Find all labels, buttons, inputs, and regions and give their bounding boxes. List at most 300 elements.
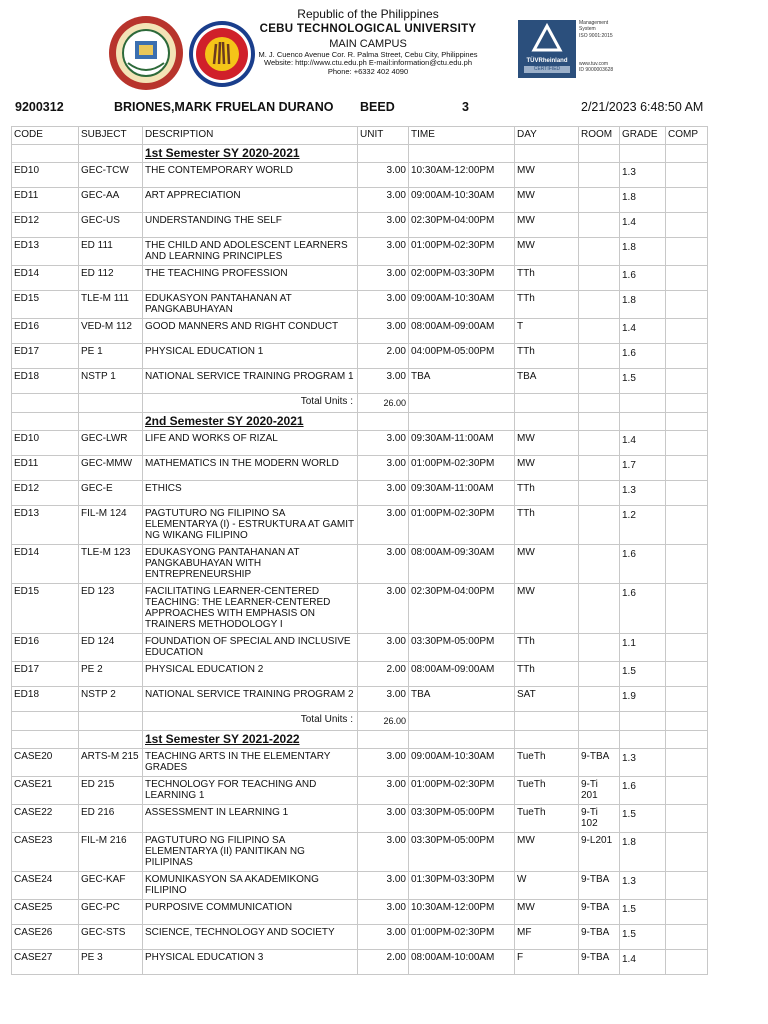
description-cell: THE TEACHING PROFESSION (143, 266, 358, 291)
code-cell: CASE23 (12, 833, 79, 872)
table-row (12, 950, 708, 975)
website-line: Website: http://www.ctu.edu.ph E-mail:information@ctu.edu.ph (264, 58, 472, 68)
table-row (12, 213, 708, 238)
unit-cell: 3.00 (358, 506, 409, 545)
total-units-value: 26.00 (358, 394, 409, 413)
grade-cell: 1.1 (620, 634, 666, 662)
room-cell: 9-L201 (579, 833, 620, 872)
empty-cell (620, 145, 666, 163)
table-row (12, 777, 708, 805)
comp-cell (666, 291, 708, 319)
code-cell: CASE24 (12, 872, 79, 900)
room-cell (579, 545, 620, 584)
grade-cell: 1.5 (620, 662, 666, 687)
subject-cell: GEC-PC (79, 900, 143, 925)
subject-cell: GEC-LWR (79, 431, 143, 456)
semester-header-row (12, 145, 708, 163)
empty-cell (409, 413, 515, 431)
column-header: DAY (515, 127, 579, 145)
grade-cell: 1.7 (620, 456, 666, 481)
empty-cell (620, 413, 666, 431)
empty-cell (409, 394, 515, 413)
comp-cell (666, 950, 708, 975)
unit-cell: 3.00 (358, 481, 409, 506)
subject-cell: NSTP 1 (79, 369, 143, 394)
room-cell: 9-TBA (579, 872, 620, 900)
document-header (0, 0, 768, 95)
total-units-value: 26.00 (358, 712, 409, 731)
empty-cell (12, 712, 79, 731)
student-course: BEED (360, 100, 395, 114)
cert-line: www.tuv.com (579, 60, 609, 67)
table-row (12, 319, 708, 344)
institution-block (240, 8, 496, 77)
empty-cell (666, 712, 708, 731)
total-units-label: Total Units : (143, 712, 358, 731)
room-cell (579, 584, 620, 634)
table-row (12, 431, 708, 456)
cert-info (579, 20, 628, 73)
room-cell: 9-TBA (579, 900, 620, 925)
university-seal-icon (108, 15, 184, 91)
unit-cell: 3.00 (358, 872, 409, 900)
unit-cell: 3.00 (358, 188, 409, 213)
empty-cell (79, 413, 143, 431)
code-cell: ED15 (12, 291, 79, 319)
unit-cell: 3.00 (358, 777, 409, 805)
unit-cell: 3.00 (358, 545, 409, 584)
unit-cell: 2.00 (358, 344, 409, 369)
time-cell: 01:00PM-02:30PM (409, 238, 515, 266)
time-cell: 10:30AM-12:00PM (409, 900, 515, 925)
table-header-row (12, 127, 708, 145)
subject-cell: GEC-E (79, 481, 143, 506)
time-cell: 09:00AM-10:30AM (409, 291, 515, 319)
time-cell: 08:00AM-09:30AM (409, 545, 515, 584)
empty-cell (12, 413, 79, 431)
comp-cell (666, 369, 708, 394)
code-cell: ED10 (12, 163, 79, 188)
empty-cell (579, 394, 620, 413)
empty-cell (515, 731, 579, 749)
day-cell: MW (515, 900, 579, 925)
empty-cell (620, 731, 666, 749)
unit-cell: 2.00 (358, 950, 409, 975)
comp-cell (666, 506, 708, 545)
day-cell: TTh (515, 481, 579, 506)
empty-cell (515, 394, 579, 413)
time-cell: 09:00AM-10:30AM (409, 188, 515, 213)
day-cell: SAT (515, 687, 579, 712)
room-cell (579, 456, 620, 481)
empty-cell (12, 731, 79, 749)
grade-cell: 1.3 (620, 872, 666, 900)
table-row (12, 687, 708, 712)
grade-cell: 1.4 (620, 950, 666, 975)
subject-cell: GEC-STS (79, 925, 143, 950)
table-row (12, 456, 708, 481)
grade-cell: 1.8 (620, 833, 666, 872)
description-cell: THE CHILD AND ADOLESCENT LEARNERS AND LEARNING PRINCIPLES (143, 238, 358, 266)
column-header: TIME (409, 127, 515, 145)
empty-cell (666, 394, 708, 413)
subject-cell: PE 2 (79, 662, 143, 687)
code-cell: CASE25 (12, 900, 79, 925)
subject-cell: PE 1 (79, 344, 143, 369)
table-row (12, 805, 708, 833)
unit-cell: 3.00 (358, 213, 409, 238)
description-cell: PAGTUTURO NG FILIPINO SA ELEMENTARYA (I) - ESTRUKTURA AT GAMIT NG WIKANG FILIPINO (143, 506, 358, 545)
subject-cell: FIL-M 216 (79, 833, 143, 872)
description-cell: KOMUNIKASYON SA AKADEMIKONG FILIPINO (143, 872, 358, 900)
code-cell: ED14 (12, 266, 79, 291)
subject-cell: FIL-M 124 (79, 506, 143, 545)
subject-cell: PE 3 (79, 950, 143, 975)
empty-cell (358, 731, 409, 749)
print-timestamp: 2/21/2023 6:48:50 AM (581, 100, 704, 114)
comp-cell (666, 266, 708, 291)
description-cell: NATIONAL SERVICE TRAINING PROGRAM 2 (143, 687, 358, 712)
empty-cell (620, 712, 666, 731)
grade-cell: 1.6 (620, 777, 666, 805)
subject-cell: TLE-M 111 (79, 291, 143, 319)
semester-title: 1st Semester SY 2020-2021 (143, 145, 358, 163)
grade-cell: 1.3 (620, 749, 666, 777)
table-row (12, 584, 708, 634)
subject-cell: GEC-MMW (79, 456, 143, 481)
student-year: 3 (462, 100, 469, 114)
grades-table (11, 126, 708, 975)
room-cell (579, 163, 620, 188)
table-row (12, 344, 708, 369)
code-cell: ED17 (12, 344, 79, 369)
description-cell: TEACHING ARTS IN THE ELEMENTARY GRADES (143, 749, 358, 777)
comp-cell (666, 344, 708, 369)
description-cell: EDUKASYONG PANTAHANAN AT PANGKABUHAYAN WITH ENTREPRENEURSHIP (143, 545, 358, 584)
empty-cell (409, 731, 515, 749)
time-cell: 02:30PM-04:00PM (409, 213, 515, 238)
table-row (12, 188, 708, 213)
description-cell: FOUNDATION OF SPECIAL AND INCLUSIVE EDUCATION (143, 634, 358, 662)
student-name: BRIONES,MARK FRUELAN DURANO (114, 100, 334, 114)
time-cell: 01:00PM-02:30PM (409, 456, 515, 481)
code-cell: CASE27 (12, 950, 79, 975)
empty-cell (79, 145, 143, 163)
unit-cell: 3.00 (358, 749, 409, 777)
unit-cell: 3.00 (358, 833, 409, 872)
tuv-logo-icon (518, 20, 576, 78)
table-row (12, 238, 708, 266)
grade-cell: 1.3 (620, 481, 666, 506)
time-cell: 09:30AM-11:00AM (409, 481, 515, 506)
comp-cell (666, 584, 708, 634)
empty-cell (79, 394, 143, 413)
subject-cell: ED 112 (79, 266, 143, 291)
empty-cell (409, 145, 515, 163)
day-cell: TBA (515, 369, 579, 394)
room-cell (579, 291, 620, 319)
description-cell: ASSESSMENT IN LEARNING 1 (143, 805, 358, 833)
column-header: DESCRIPTION (143, 127, 358, 145)
time-cell: 01:00PM-02:30PM (409, 506, 515, 545)
code-cell: ED13 (12, 506, 79, 545)
room-cell (579, 319, 620, 344)
description-cell: FACILITATING LEARNER-CENTERED TEACHING: THE LEARNER-CENTERED APPROACHES WITH EMPHASIS ON TRAINERS METHODOLOGY I (143, 584, 358, 634)
subject-cell: TLE-M 123 (79, 545, 143, 584)
unit-cell: 3.00 (358, 805, 409, 833)
code-cell: ED12 (12, 213, 79, 238)
comp-cell (666, 872, 708, 900)
time-cell: 02:30PM-04:00PM (409, 584, 515, 634)
description-cell: THE CONTEMPORARY WORLD (143, 163, 358, 188)
address-line: M. J. Cuenco Avenue Cor. R. Palma Street, Cebu City, Philippines (258, 49, 478, 59)
comp-cell (666, 481, 708, 506)
semester-header-row (12, 413, 708, 431)
comp-cell (666, 900, 708, 925)
grade-cell: 1.6 (620, 266, 666, 291)
time-cell: 01:00PM-02:30PM (409, 777, 515, 805)
comp-cell (666, 805, 708, 833)
code-cell: CASE21 (12, 777, 79, 805)
code-cell: ED10 (12, 431, 79, 456)
table-row (12, 545, 708, 584)
student-id: 9200312 (15, 100, 64, 114)
description-cell: LIFE AND WORKS OF RIZAL (143, 431, 358, 456)
day-cell: F (515, 950, 579, 975)
comp-cell (666, 833, 708, 872)
room-cell (579, 344, 620, 369)
subject-cell: ED 124 (79, 634, 143, 662)
grade-cell: 1.8 (620, 188, 666, 213)
room-cell: 9-Ti 102 (579, 805, 620, 833)
day-cell: TTh (515, 634, 579, 662)
day-cell: MW (515, 238, 579, 266)
empty-cell (79, 731, 143, 749)
room-cell (579, 188, 620, 213)
grade-cell: 1.8 (620, 291, 666, 319)
day-cell: MF (515, 925, 579, 950)
cert-line: ISO 9001:2015 (579, 32, 613, 39)
comp-cell (666, 545, 708, 584)
day-cell: TueTh (515, 749, 579, 777)
empty-cell (12, 394, 79, 413)
code-cell: ED16 (12, 319, 79, 344)
comp-cell (666, 431, 708, 456)
time-cell: 03:30PM-05:00PM (409, 634, 515, 662)
unit-cell: 2.00 (358, 662, 409, 687)
room-cell (579, 431, 620, 456)
tuv-brand: TÜVRheinland (526, 58, 568, 64)
comp-cell (666, 238, 708, 266)
description-cell: ART APPRECIATION (143, 188, 358, 213)
table-row (12, 634, 708, 662)
table-row (12, 369, 708, 394)
code-cell: CASE22 (12, 805, 79, 833)
table-row (12, 291, 708, 319)
grade-cell: 1.6 (620, 584, 666, 634)
campus-name: MAIN CAMPUS (329, 38, 407, 51)
empty-cell (666, 413, 708, 431)
description-cell: PURPOSIVE COMMUNICATION (143, 900, 358, 925)
table-body (12, 145, 708, 975)
unit-cell: 3.00 (358, 163, 409, 188)
description-cell: UNDERSTANDING THE SELF (143, 213, 358, 238)
grade-cell: 1.5 (620, 900, 666, 925)
column-header: CODE (12, 127, 79, 145)
description-cell: TECHNOLOGY FOR TEACHING AND LEARNING 1 (143, 777, 358, 805)
comp-cell (666, 777, 708, 805)
subject-cell: ED 111 (79, 238, 143, 266)
room-cell (579, 687, 620, 712)
time-cell: 09:30AM-11:00AM (409, 431, 515, 456)
comp-cell (666, 749, 708, 777)
comp-cell (666, 634, 708, 662)
comp-cell (666, 319, 708, 344)
unit-cell: 3.00 (358, 634, 409, 662)
description-cell: GOOD MANNERS AND RIGHT CONDUCT (143, 319, 358, 344)
description-cell: PHYSICAL EDUCATION 1 (143, 344, 358, 369)
subject-cell: ED 216 (79, 805, 143, 833)
room-cell: 9-TBA (579, 925, 620, 950)
certified-label: CERTIFIED (524, 66, 570, 73)
description-cell: EDUKASYON PANTAHANAN AT PANGKABUHAYAN (143, 291, 358, 319)
code-cell: ED18 (12, 687, 79, 712)
grade-cell: 1.4 (620, 319, 666, 344)
empty-cell (515, 145, 579, 163)
day-cell: MW (515, 833, 579, 872)
time-cell: 08:00AM-09:00AM (409, 662, 515, 687)
code-cell: CASE26 (12, 925, 79, 950)
cert-line: System (579, 26, 596, 33)
subject-cell: ED 215 (79, 777, 143, 805)
comp-cell (666, 163, 708, 188)
time-cell: 03:30PM-05:00PM (409, 805, 515, 833)
day-cell: T (515, 319, 579, 344)
description-cell: PHYSICAL EDUCATION 2 (143, 662, 358, 687)
table-row (12, 925, 708, 950)
unit-cell: 3.00 (358, 431, 409, 456)
time-cell: 01:00PM-02:30PM (409, 925, 515, 950)
room-cell (579, 481, 620, 506)
grade-cell: 1.2 (620, 506, 666, 545)
empty-cell (12, 145, 79, 163)
code-cell: ED16 (12, 634, 79, 662)
semester-title: 1st Semester SY 2021-2022 (143, 731, 358, 749)
description-cell: ETHICS (143, 481, 358, 506)
semester-header-row (12, 731, 708, 749)
day-cell: MW (515, 213, 579, 238)
university-name: CEBU TECHNOLOGICAL UNIVERSITY (259, 22, 477, 35)
total-units-row (12, 712, 708, 731)
code-cell: ED15 (12, 584, 79, 634)
time-cell: TBA (409, 369, 515, 394)
code-cell: CASE20 (12, 749, 79, 777)
column-header: ROOM (579, 127, 620, 145)
description-cell: MATHEMATICS IN THE MODERN WORLD (143, 456, 358, 481)
grade-cell: 1.5 (620, 925, 666, 950)
room-cell: 9-TBA (579, 950, 620, 975)
subject-cell: ARTS-M 215 (79, 749, 143, 777)
room-cell: 9-TBA (579, 749, 620, 777)
empty-cell (358, 413, 409, 431)
day-cell: TueTh (515, 777, 579, 805)
room-cell (579, 213, 620, 238)
column-header: UNIT (358, 127, 409, 145)
description-cell: PHYSICAL EDUCATION 3 (143, 950, 358, 975)
column-header: GRADE (620, 127, 666, 145)
empty-cell (666, 731, 708, 749)
code-cell: ED12 (12, 481, 79, 506)
grade-cell: 1.4 (620, 431, 666, 456)
subject-cell: GEC-US (79, 213, 143, 238)
day-cell: MW (515, 545, 579, 584)
time-cell: 03:30PM-05:00PM (409, 833, 515, 872)
comp-cell (666, 188, 708, 213)
table-row (12, 900, 708, 925)
day-cell: TTh (515, 291, 579, 319)
day-cell: MW (515, 163, 579, 188)
grade-cell: 1.4 (620, 213, 666, 238)
comp-cell (666, 662, 708, 687)
time-cell: 09:00AM-10:30AM (409, 749, 515, 777)
iso-certification-badge (518, 20, 628, 78)
time-cell: 02:00PM-03:30PM (409, 266, 515, 291)
description-cell: PAGTUTURO NG FILIPINO SA ELEMENTARYA (II) PANITIKAN NG PILIPINAS (143, 833, 358, 872)
day-cell: MW (515, 431, 579, 456)
empty-cell (515, 413, 579, 431)
subject-cell: GEC-TCW (79, 163, 143, 188)
table-row (12, 506, 708, 545)
empty-cell (79, 712, 143, 731)
unit-cell: 3.00 (358, 925, 409, 950)
table-row (12, 833, 708, 872)
description-cell: NATIONAL SERVICE TRAINING PROGRAM 1 (143, 369, 358, 394)
code-cell: ED11 (12, 188, 79, 213)
total-units-row (12, 394, 708, 413)
comp-cell (666, 213, 708, 238)
grade-cell: 1.8 (620, 238, 666, 266)
empty-cell (620, 394, 666, 413)
unit-cell: 3.00 (358, 687, 409, 712)
grade-cell: 1.6 (620, 344, 666, 369)
column-header: COMP (666, 127, 708, 145)
unit-cell: 3.00 (358, 319, 409, 344)
cert-line: ID 9000003628 (579, 67, 614, 73)
grade-cell: 1.5 (620, 369, 666, 394)
subject-cell: ED 123 (79, 584, 143, 634)
grade-cell: 1.5 (620, 805, 666, 833)
student-info-line (0, 100, 768, 118)
table-row (12, 266, 708, 291)
description-cell: SCIENCE, TECHNOLOGY AND SOCIETY (143, 925, 358, 950)
day-cell: MW (515, 584, 579, 634)
column-header: SUBJECT (79, 127, 143, 145)
unit-cell: 3.00 (358, 238, 409, 266)
empty-cell (579, 731, 620, 749)
subject-cell: VED-M 112 (79, 319, 143, 344)
table-row (12, 163, 708, 188)
phone-line: Phone: +6332 402 4090 (327, 66, 409, 76)
tuv-triangle-icon (518, 20, 576, 56)
room-cell (579, 369, 620, 394)
empty-cell (579, 413, 620, 431)
empty-cell (515, 712, 579, 731)
time-cell: 04:00PM-05:00PM (409, 344, 515, 369)
day-cell: TTh (515, 266, 579, 291)
room-cell (579, 266, 620, 291)
time-cell: TBA (409, 687, 515, 712)
code-cell: ED14 (12, 545, 79, 584)
